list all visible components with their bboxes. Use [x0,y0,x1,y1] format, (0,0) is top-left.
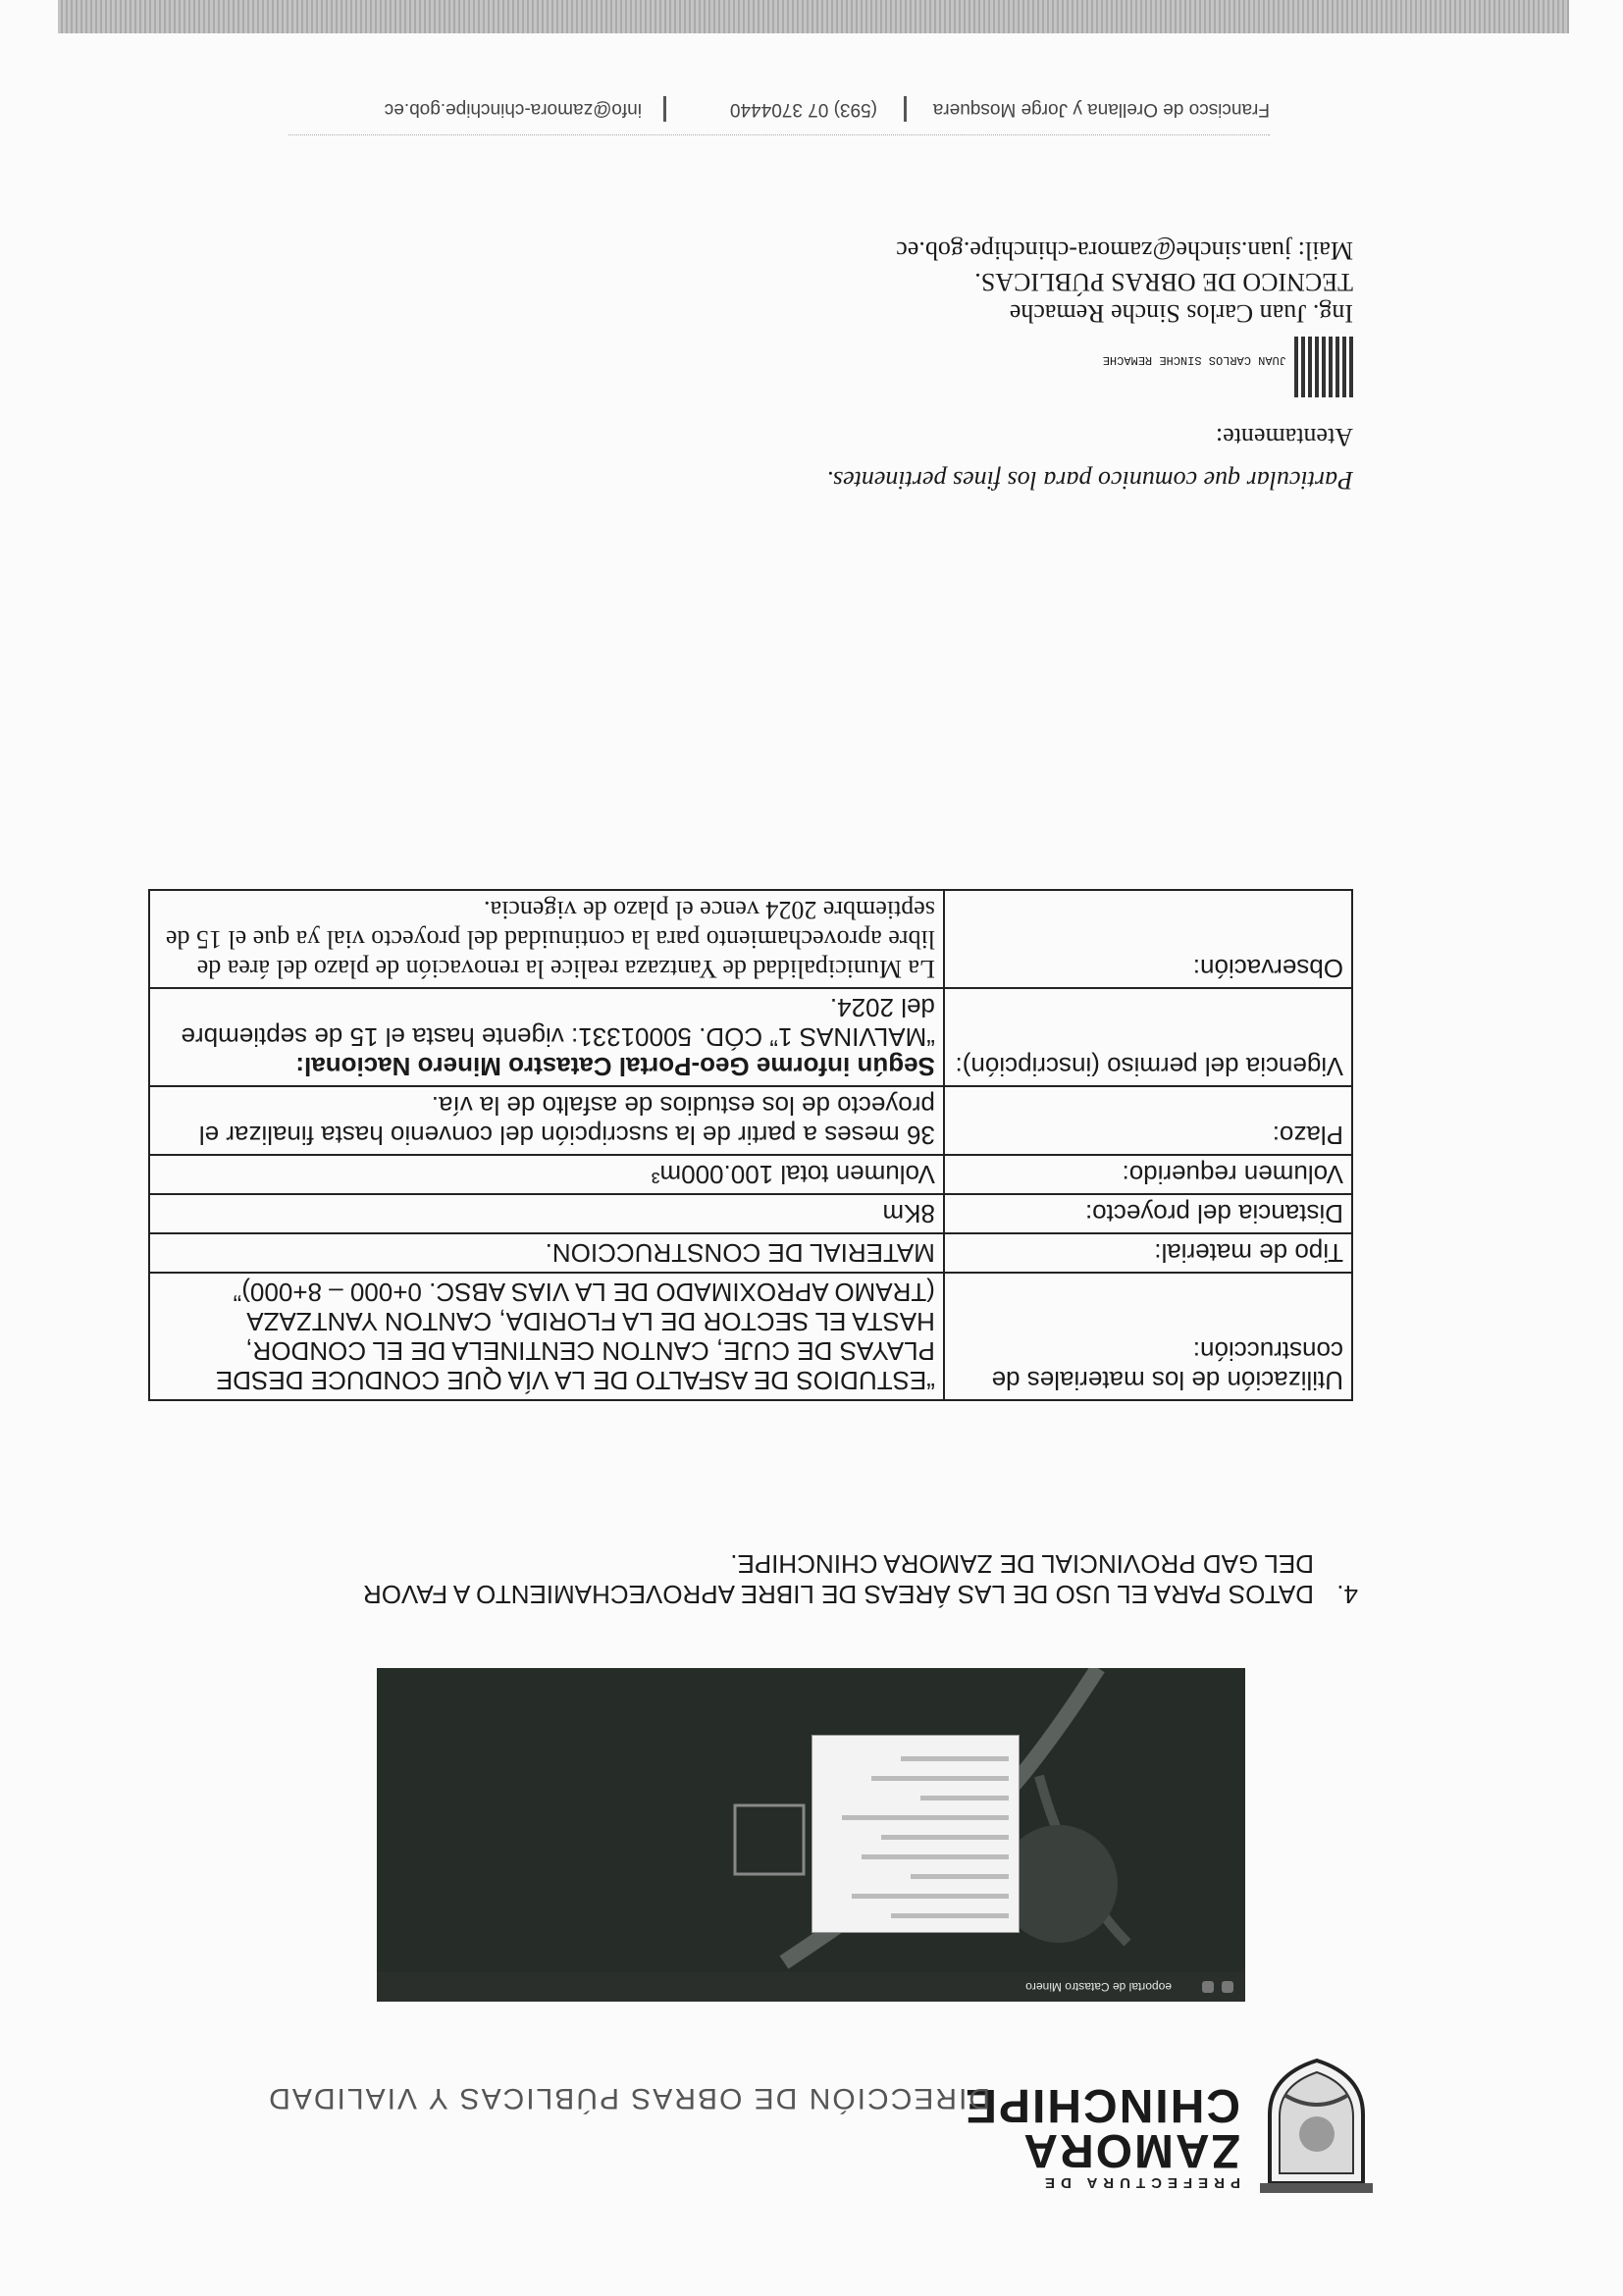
row-value: Volumen total 100.000m³ [149,1155,944,1194]
row-value: 36 meses a partir de la suscripción del convenio hasta finalizar el proyecto de los estudios de asfalto de la vía. [149,1086,944,1155]
letterhead [102,2046,1378,2203]
row-value-heading: Según informe Geo-Portal Catastro Minero Nacional: [295,1052,935,1081]
signer-title: TECNICO DE OBRAS PÚBLICAS. [974,268,1353,296]
scanner-edge-bar [58,0,1569,33]
row-value [149,988,944,1086]
row-value: 8Km [149,1194,944,1233]
permit-data-table [148,889,1353,1401]
qr-code-signature [1292,337,1353,397]
row-label: Tipo de material: [944,1233,1352,1273]
row-value: La Municipalidad de Yantzaza realice la renovación de plazo del área de libre aprovechamiento para la continuidad del proyecto vial ya que el 15 de septiembre 2024 vence el plazo de vigencia. [149,890,944,988]
footer-divider [288,134,1270,135]
footer-separator [904,96,907,122]
popup-text-line [881,1835,1009,1840]
table-row [149,1086,1352,1155]
table-row [149,890,1352,988]
closing-regards: Atentamente: [1215,423,1353,451]
coat-of-arms-logo [1255,2056,1378,2203]
footer-email: info@zamora-chinchipe.gob.ec [384,99,642,120]
row-label: Utilización de los materiales de construcción: [944,1273,1352,1400]
row-label: Volumen requerido: [944,1155,1352,1194]
popup-text-line [862,1854,1009,1859]
popup-text-line [911,1874,1009,1879]
footer-address: Francisco de Orellana y Jorge Mosquera [932,99,1270,120]
table-row [149,988,1352,1086]
closing-sentence: Particular que comunico para los fines pertinentes. [826,466,1353,495]
popup-text-line [852,1894,1009,1899]
table-row [149,1273,1352,1400]
brand-prefix: PREFECTURA DE [1039,2174,1240,2191]
table-row [149,1155,1352,1194]
row-label: Observación: [944,890,1352,988]
table-row [149,1233,1352,1273]
section-title: DATOS PARA EL USO DE LAS ÁREAS DE LIBRE APROVECHAMIENTO A FAVOR DEL GAD PROVINCIAL DE ZAMORA CHINCHIPE. [362,1549,1314,1609]
footer-phone: (593) 07 3704440 [729,99,877,120]
department-name: DIRECCIÓN DE OBRAS PÚBLICAS Y VIALIDAD [267,2082,990,2114]
popup-text-line [891,1913,1009,1918]
table-row [149,1194,1352,1233]
row-label: Vigencia del permiso (inscripción): [944,988,1352,1086]
geoportal-titlebar [377,1972,1245,2002]
signer-name: Ing. Juan Carlos Sinche Remache [1009,299,1353,328]
brand-name-line2: CHINCHIPE [963,2079,1240,2131]
cadastral-info-popup [812,1735,1020,1933]
popup-text-line [920,1796,1009,1800]
footer [259,88,1270,128]
footer-separator [663,96,666,122]
popup-text-line [871,1776,1009,1781]
row-label: Distancia del proyecto: [944,1194,1352,1233]
signer-email: Mail: juan.sinche@zamora-chinchipe.gob.ec [896,236,1353,265]
popup-text-line [901,1756,1009,1761]
row-label: Plazo: [944,1086,1352,1155]
geoportal-title: eoportal de Catastro Minero [1025,1980,1172,1994]
home-icon [1222,1981,1233,1993]
row-value: “ESTUDIOS DE ASFALTO DE LA VÍA QUE CONDUCE DESDE PLAYAS DE CUJE, CANTON CENTINELA DE EL CONDOR, HASTA EL SECTOR DE LA FLORIDA, CANTON YANTZAZA (TRAMO APROXIMADO DE LA VIAS ABSC. 0+000 – 8+000)” [149,1273,944,1400]
qr-signer-caption: JUAN CARLOS SINCHE REMACHE [1102,353,1286,367]
row-value: MATERIAL DE CONSTRUCCION. [149,1233,944,1273]
row-value-text: “MALVINAS 1” CÓD. 50001331: vigente hasta el 15 de septiembre del 2024. [181,993,935,1052]
section-number: 4. [1336,1580,1358,1609]
closing-block [176,236,1353,496]
brand-name-line1: ZAMORA [1021,2124,1240,2176]
popup-text-line [842,1815,1009,1820]
geoportal-screenshot [377,1668,1245,2002]
grid-icon [1202,1981,1214,1993]
